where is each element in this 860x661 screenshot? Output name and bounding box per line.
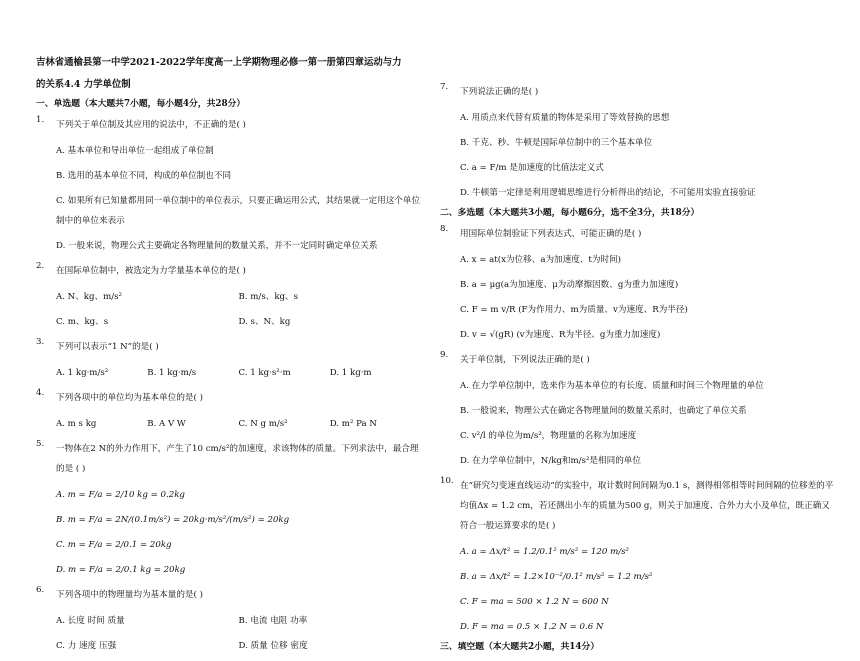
question-3-options bbox=[56, 363, 421, 383]
option-d[interactable]: D. m² Pa N bbox=[329, 418, 377, 429]
option-a[interactable]: A. 基本单位和导出单位一起组成了单位制 bbox=[56, 145, 214, 156]
question-number: 8. bbox=[440, 223, 449, 234]
option-a[interactable]: A. x = at(x为位移、a为加速度、t为时间) bbox=[460, 254, 622, 265]
option-d[interactable]: D. s、N、kg bbox=[238, 316, 291, 327]
option-d[interactable]: D. F = ma = 0.5 × 1.2 N = 0.6 N bbox=[460, 621, 604, 632]
option-c[interactable]: C. v²/l 的单位为m/s²，物理量的名称为加速度 bbox=[460, 430, 637, 441]
question-1-options bbox=[56, 141, 421, 256]
section-fill-in-blank: 三、填空题（本大题共2小题，共14分） bbox=[440, 641, 600, 652]
option-a[interactable]: A. 长度 时间 质量 bbox=[56, 615, 125, 626]
question-8-options bbox=[460, 250, 835, 345]
option-a[interactable]: A. N、kg、m/s² bbox=[56, 291, 122, 302]
question-1 bbox=[36, 115, 421, 135]
option-c[interactable]: C. m、kg、s bbox=[56, 316, 109, 327]
document-title bbox=[36, 52, 421, 96]
question-3 bbox=[36, 337, 421, 357]
option-c[interactable]: C. m = F/a = 2/0.1 = 20kg bbox=[56, 539, 172, 550]
option-d[interactable]: D. m = F/a = 2/0.1 kg = 20kg bbox=[56, 564, 186, 575]
option-c[interactable]: C. 如果所有已知量都用同一单位制中的单位表示，只要正确运用公式，其结果就一定用这个单位制中的单位来表示 bbox=[56, 195, 421, 226]
option-a[interactable]: A. a = Δx/t² = 1.2/0.1² m/s² = 120 m/s² bbox=[460, 546, 629, 557]
title-line-1: 吉林省通榆县第一中学2021-2022学年度高一上学期物理必修一第一册第四章运动与力 bbox=[36, 57, 402, 68]
question-5 bbox=[36, 439, 421, 479]
question-text: 下列说法正确的是( ) bbox=[460, 87, 539, 97]
question-text: 下列各项中的物理量均为基本量的是( ) bbox=[56, 589, 203, 600]
question-4 bbox=[36, 388, 421, 408]
question-4-options bbox=[56, 414, 421, 434]
option-b[interactable]: B. 选用的基本单位不同，构成的单位制也不同 bbox=[56, 170, 232, 181]
question-number: 7. bbox=[440, 82, 449, 92]
question-number: 4. bbox=[36, 387, 45, 398]
title-line-2: 的关系4.4 力学单位制 bbox=[36, 79, 131, 90]
option-c[interactable]: C. N g m/s² bbox=[238, 418, 288, 429]
option-b[interactable]: B. m = F/a = 2N/(0.1m/s²) = 20kg·m/s²/(m/s²) = 20kg bbox=[56, 514, 290, 525]
option-c[interactable]: C. F = ma = 500 × 1.2 N = 600 N bbox=[460, 596, 609, 607]
question-7 bbox=[440, 82, 835, 102]
option-d[interactable]: D. v = √(gR) (v为速度、R为半径、g为重力加速度) bbox=[460, 329, 661, 340]
option-c[interactable]: C. 1 kg·s²·m bbox=[238, 367, 291, 378]
question-5-options bbox=[56, 485, 421, 580]
question-number: 10. bbox=[440, 475, 454, 486]
section-single-choice: 一、单选题（本大题共7小题，每小题4分，共28分） bbox=[36, 99, 246, 109]
option-c[interactable]: C. a = F/m 是加速度的比值法定义式 bbox=[460, 163, 604, 173]
right-column bbox=[440, 82, 835, 658]
question-9-options bbox=[460, 376, 835, 471]
question-number: 9. bbox=[440, 349, 449, 360]
option-a[interactable]: A. m s kg bbox=[56, 418, 97, 429]
option-b[interactable]: B. 一般说来，物理公式在确定各物理量间的数量关系时，也确定了单位关系 bbox=[460, 405, 747, 416]
question-text: 关于单位制，下列说法正确的是( ) bbox=[460, 354, 590, 365]
question-text: 在国际单位制中，被选定为力学量基本单位的是( ) bbox=[56, 265, 246, 276]
question-6-options-row-2 bbox=[56, 636, 421, 656]
question-9 bbox=[440, 350, 835, 370]
question-2-options-row-2 bbox=[56, 312, 421, 332]
question-number: 6. bbox=[36, 584, 45, 595]
question-number: 1. bbox=[36, 114, 45, 125]
option-c[interactable]: C. 力 速度 压强 bbox=[56, 640, 117, 651]
question-10 bbox=[440, 476, 835, 536]
question-number: 2. bbox=[36, 260, 45, 271]
question-text: 用国际单位制验证下列表达式，可能正确的是( ) bbox=[460, 228, 642, 239]
option-d[interactable]: D. 牛顿第一定律是利用逻辑思维进行分析得出的结论，不可能用实验直接验证 bbox=[460, 188, 756, 198]
question-2-options-row-1 bbox=[56, 287, 421, 307]
question-6-options-row-1 bbox=[56, 611, 421, 631]
option-a[interactable]: A. 1 kg·m/s² bbox=[56, 367, 109, 378]
question-7-options bbox=[460, 108, 835, 203]
option-c[interactable]: C. F = m v/R (F为作用力、m为质量、v为速度、R为半径) bbox=[460, 304, 688, 315]
option-b[interactable]: B. a = μg(a为加速度、μ为动摩擦因数、g为重力加速度) bbox=[460, 279, 679, 290]
question-2 bbox=[36, 261, 421, 281]
option-d[interactable]: D. 1 kg·m bbox=[329, 367, 372, 378]
option-a[interactable]: A. 用质点来代替有质量的物体是采用了等效替换的思想 bbox=[460, 113, 670, 123]
question-text: 在“研究匀变速直线运动”的实验中，取计数时间间隔为0.1 s，测得相邻相等时间间隔的位移差的平均值Δx = 1.2 cm，若还测出小车的质量为500 g，则关于加速度、合外力大小及单位，既正确又符合一般运算要求的是( ) bbox=[460, 480, 834, 531]
option-d[interactable]: D. 一般来说，物理公式主要确定各物理量间的数量关系，并不一定同时确定单位关系 bbox=[56, 240, 378, 251]
option-b[interactable]: B. m/s、kg、s bbox=[238, 291, 299, 302]
option-b[interactable]: B. 电流 电阻 功率 bbox=[238, 615, 308, 626]
question-number: 5. bbox=[36, 438, 45, 449]
section-multiple-choice: 二、多选题（本大题共3小题，每小题6分，选不全3分，共18分） bbox=[440, 208, 700, 218]
option-d[interactable]: D. 质量 位移 密度 bbox=[238, 640, 308, 651]
question-text: 一物体在2 N的外力作用下，产生了10 cm/s²的加速度，求该物体的质量。下列求法中，最合理的是 ( ) bbox=[56, 443, 419, 474]
question-8 bbox=[440, 224, 835, 244]
question-text: 下列各项中的单位均为基本单位的是( ) bbox=[56, 392, 203, 403]
option-b[interactable]: B. 1 kg·m/s bbox=[147, 367, 197, 378]
option-a[interactable]: A. 在力学单位制中，选来作为基本单位的有长度、质量和时间三个物理量的单位 bbox=[460, 380, 764, 391]
option-b[interactable]: B. A V W bbox=[147, 418, 186, 429]
question-number: 3. bbox=[36, 336, 45, 347]
question-10-options bbox=[460, 542, 835, 637]
option-b[interactable]: B. 千克、秒、牛顿是国际单位制中的三个基本单位 bbox=[460, 138, 653, 148]
option-a[interactable]: A. m = F/a = 2/10 kg = 0.2kg bbox=[56, 489, 185, 500]
question-text: 下列关于单位制及其应用的说法中，不正确的是( ) bbox=[56, 119, 246, 130]
option-d[interactable]: D. 在力学单位制中，N/kg和m/s²是相同的单位 bbox=[460, 455, 641, 466]
option-b[interactable]: B. a = Δx/t² = 1.2×10⁻²/0.1² m/s² = 1.2 m/s² bbox=[460, 571, 653, 582]
left-column bbox=[36, 52, 421, 661]
question-6 bbox=[36, 585, 421, 605]
question-text: 下列可以表示“1 N”的是( ) bbox=[56, 341, 159, 352]
